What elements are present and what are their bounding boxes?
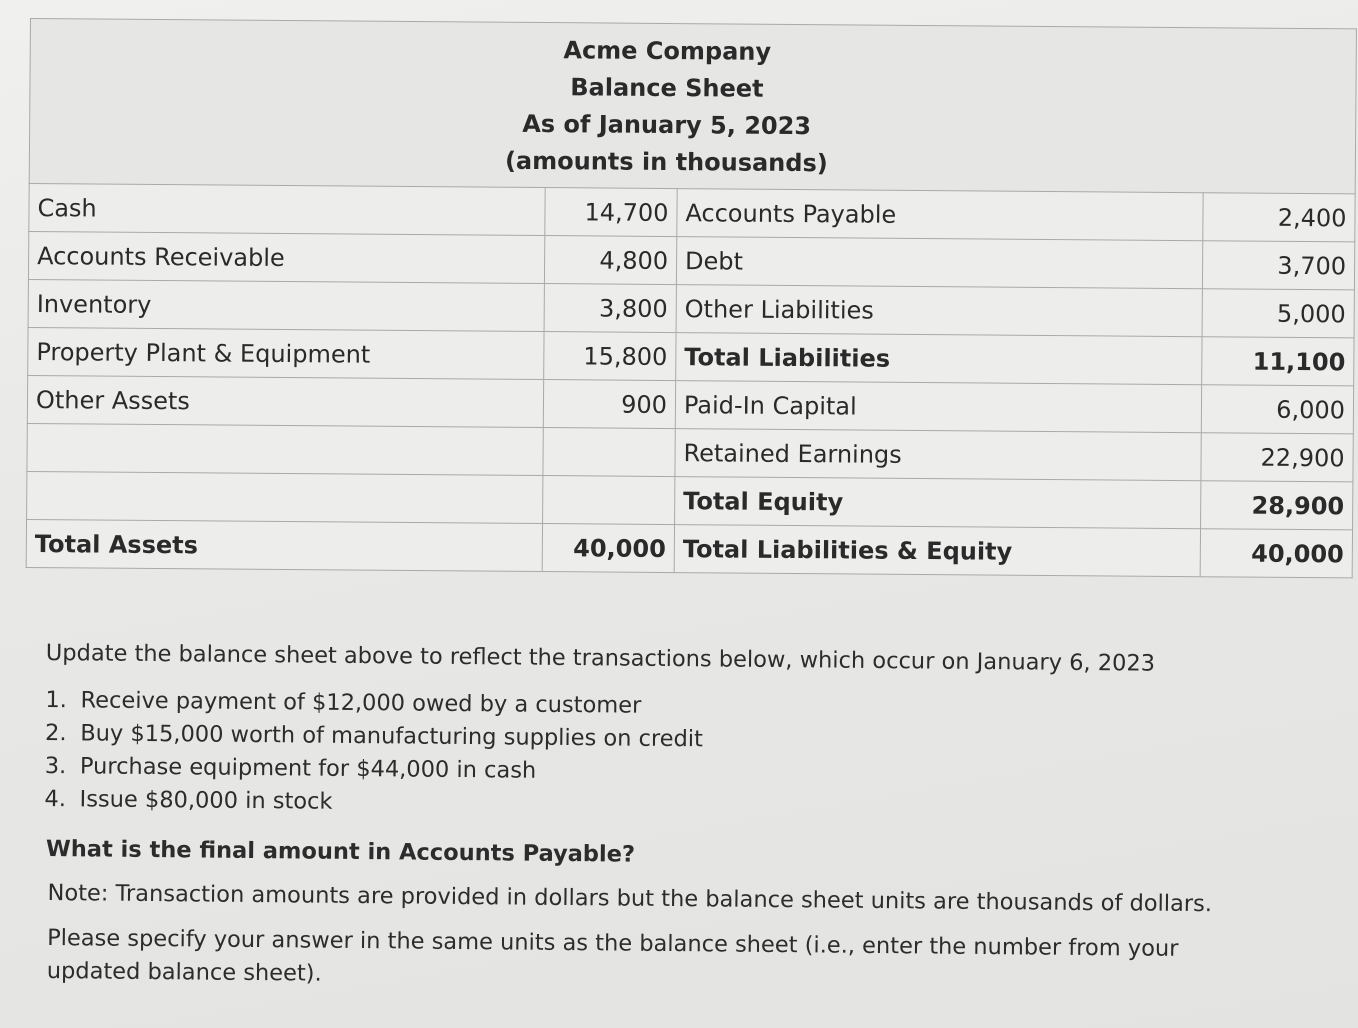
liability-value: 40,000 xyxy=(1200,529,1352,578)
liability-label: Total Liabilities & Equity xyxy=(674,525,1200,577)
question-title: What is the final amount in Accounts Payable? xyxy=(45,836,636,868)
transaction-number: 4. xyxy=(44,785,67,813)
company-name: Acme Company xyxy=(563,36,772,66)
statement-units: (amounts in thousands) xyxy=(504,146,828,178)
transaction-text: Purchase equipment for $44,000 in cash xyxy=(79,753,537,784)
transaction-number: 2. xyxy=(44,719,67,747)
liability-label: Other Liabilities xyxy=(676,285,1202,337)
transaction-number: 1. xyxy=(45,686,68,714)
liability-value: 6,000 xyxy=(1201,385,1353,434)
transaction-list xyxy=(44,684,1305,828)
asset-value xyxy=(543,428,675,477)
liability-label: Accounts Payable xyxy=(677,189,1203,241)
instructions-intro: Update the balance sheet above to reflect the transactions below, which occur on January 6, 2023 xyxy=(45,640,1156,677)
asset-value: 4,800 xyxy=(544,236,676,285)
liability-value: 2,400 xyxy=(1203,193,1355,242)
liability-value: 3,700 xyxy=(1202,241,1354,290)
liability-label: Total Liabilities xyxy=(676,333,1202,385)
liability-label: Total Equity xyxy=(675,477,1201,529)
question-section xyxy=(43,640,1306,1000)
balance-sheet-header xyxy=(29,19,1356,194)
units-note: Note: Transaction amounts are provided in dollars but the balance sheet units are thousands of dollars. xyxy=(47,880,1213,918)
asset-label: Accounts Receivable xyxy=(28,231,544,283)
asset-value: 14,700 xyxy=(545,188,677,237)
liability-value: 5,000 xyxy=(1202,289,1354,338)
transaction-text: Issue $80,000 in stock xyxy=(79,786,333,815)
asset-label: Inventory xyxy=(28,279,544,331)
asset-value: 40,000 xyxy=(542,524,674,573)
asset-label: Other Assets xyxy=(27,375,543,427)
asset-value: 15,800 xyxy=(544,332,676,381)
asset-value: 3,800 xyxy=(544,284,676,333)
transaction-text: Buy $15,000 worth of manufacturing supplies on credit xyxy=(80,720,704,753)
asset-label: Cash xyxy=(29,183,545,235)
liability-label: Debt xyxy=(676,237,1202,289)
asset-label: Total Assets xyxy=(26,519,542,571)
asset-value xyxy=(543,476,675,525)
asset-value: 900 xyxy=(543,380,675,429)
asset-label: Property Plant & Equipment xyxy=(28,327,544,379)
balance-sheet-header-row xyxy=(29,19,1356,194)
transaction-number: 3. xyxy=(44,752,67,780)
liability-value: 22,900 xyxy=(1201,433,1353,482)
balance-sheet-table xyxy=(26,18,1357,578)
statement-date: As of January 5, 2023 xyxy=(522,109,812,141)
liability-label: Retained Earnings xyxy=(675,429,1201,481)
liability-value: 28,900 xyxy=(1201,481,1353,530)
answer-instruction: Please specify your answer in the same units as the balance sheet (i.e., enter the number from your updated balance sheet). xyxy=(46,925,1179,987)
transaction-text: Receive payment of $12,000 owed by a customer xyxy=(80,687,642,719)
asset-label xyxy=(27,471,543,523)
statement-title: Balance Sheet xyxy=(570,73,764,103)
liability-value: 11,100 xyxy=(1202,337,1354,386)
asset-label xyxy=(27,423,543,475)
liability-label: Paid-In Capital xyxy=(675,381,1201,433)
table-row xyxy=(26,519,1352,577)
